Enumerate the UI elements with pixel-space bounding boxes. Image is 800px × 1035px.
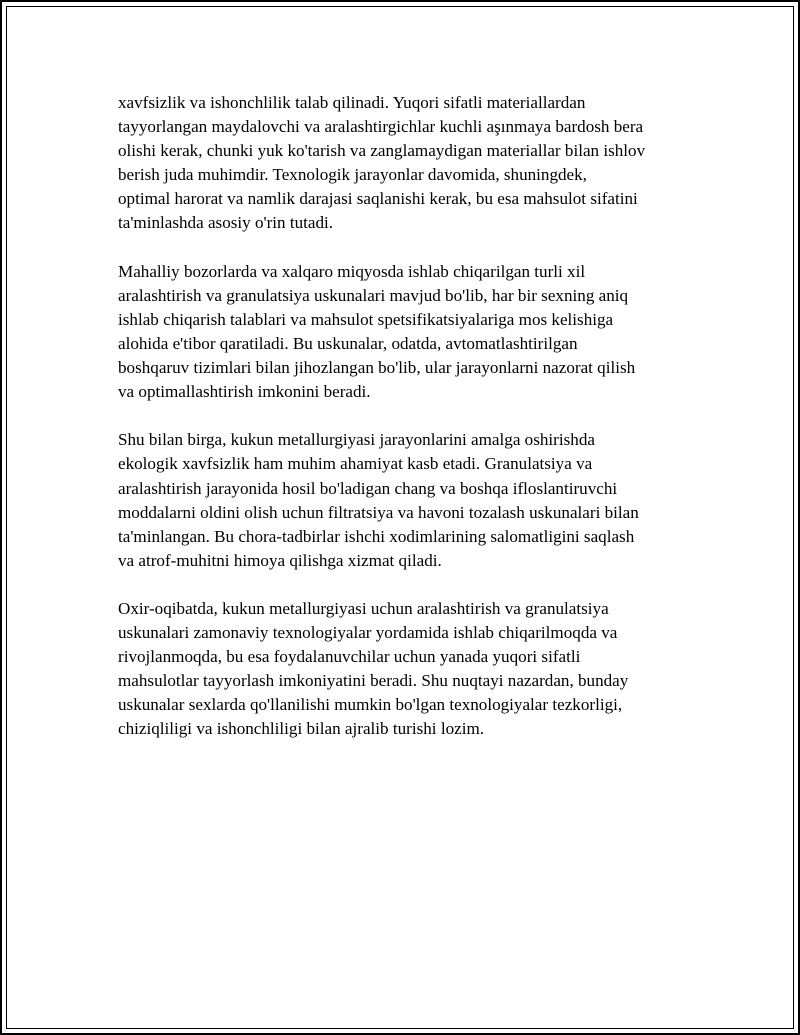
text-line: tayyorlangan maydalovchi va aralashtirgichlar kuchli aşınmaya bardosh bera xyxy=(118,117,644,137)
text-line: boshqaruv tizimlari bilan jihozlangan bo'lib, ular jarayonlarni nazorat qilish xyxy=(118,358,636,378)
text-line: xavfsizlik va ishonchlilik talab qilinadi. Yuqori sifatli materiallardan xyxy=(118,93,586,112)
text-line: aralashtirish jarayonida hosil bo'ladigan chang va boshqa ifloslantiruvchi xyxy=(118,478,618,498)
text-line: mahsulotlar tayyorlash imkoniyatini beradi. Shu nuqtayi nazardan, bunday xyxy=(118,671,629,691)
text-line: va optimallashtirish imkonini beradi. xyxy=(118,382,371,402)
text-line: aralashtirish va granulatsiya uskunalari mavjud bo'lib, har bir sexning aniq xyxy=(118,285,629,305)
paragraph-4 xyxy=(118,597,718,742)
text-line: berish juda muhimdir. Texnologik jarayonlar davomida, shuningdek, xyxy=(118,165,587,185)
paragraph-2 xyxy=(118,260,718,405)
text-line: optimal harorat va namlik darajasi saqlanishi kerak, bu esa mahsulot sifatini xyxy=(118,189,638,209)
paragraph-1 xyxy=(118,91,718,236)
text-line: uskunalari zamonaviy texnologiyalar yordamida ishlab chiqarilmoqda va xyxy=(118,623,618,643)
text-line: rivojlanmoqda, bu esa foydalanuvchilar uchun yanada yuqori sifatli xyxy=(118,647,581,667)
document-body xyxy=(118,91,718,766)
text-line: chiziqliligi va ishonchliligi bilan ajralib turishi lozim. xyxy=(118,719,485,739)
text-line: ekologik xavfsizlik ham muhim ahamiyat kasb etadi. Granulatsiya va xyxy=(118,454,593,474)
text-line: ishlab chiqarish talablari va mahsulot spetsifikatsiyalariga mos kelishiga xyxy=(118,309,614,329)
text-line: Oxir-oqibatda, kukun metallurgiyasi uchun aralashtirish va granulatsiya xyxy=(118,598,609,618)
text-line: alohida e'tibor qaratiladi. Bu uskunalar, odatda, avtomatlashtirilgan xyxy=(118,333,578,353)
text-line: ta'minlangan. Bu chora-tadbirlar ishchi xodimlarining salomatligini saqlash xyxy=(118,526,635,546)
text-line: Shu bilan birga, kukun metallurgiyasi jarayonlarini amalga oshirishda xyxy=(118,430,595,450)
text-line: Mahalliy bozorlarda va xalqaro miqyosda ishlab chiqarilgan turli xil xyxy=(118,261,586,281)
text-line: uskunalar sexlarda qo'llanilishi mumkin bo'lgan texnologiyalar tezkorligi, xyxy=(118,695,623,715)
paragraph-3 xyxy=(118,428,718,573)
text-line: ta'minlashda asosiy o'rin tutadi. xyxy=(118,213,334,233)
text-line: olishi kerak, chunki yuk ko'tarish va zanglamaydigan materiallar bilan ishlov xyxy=(118,141,646,161)
text-line: va atrof-muhitni himoya qilishga xizmat qiladi. xyxy=(118,550,442,570)
text-line: moddalarni oldini olish uchun filtratsiya va havoni tozalash uskunalari bilan xyxy=(118,502,639,522)
